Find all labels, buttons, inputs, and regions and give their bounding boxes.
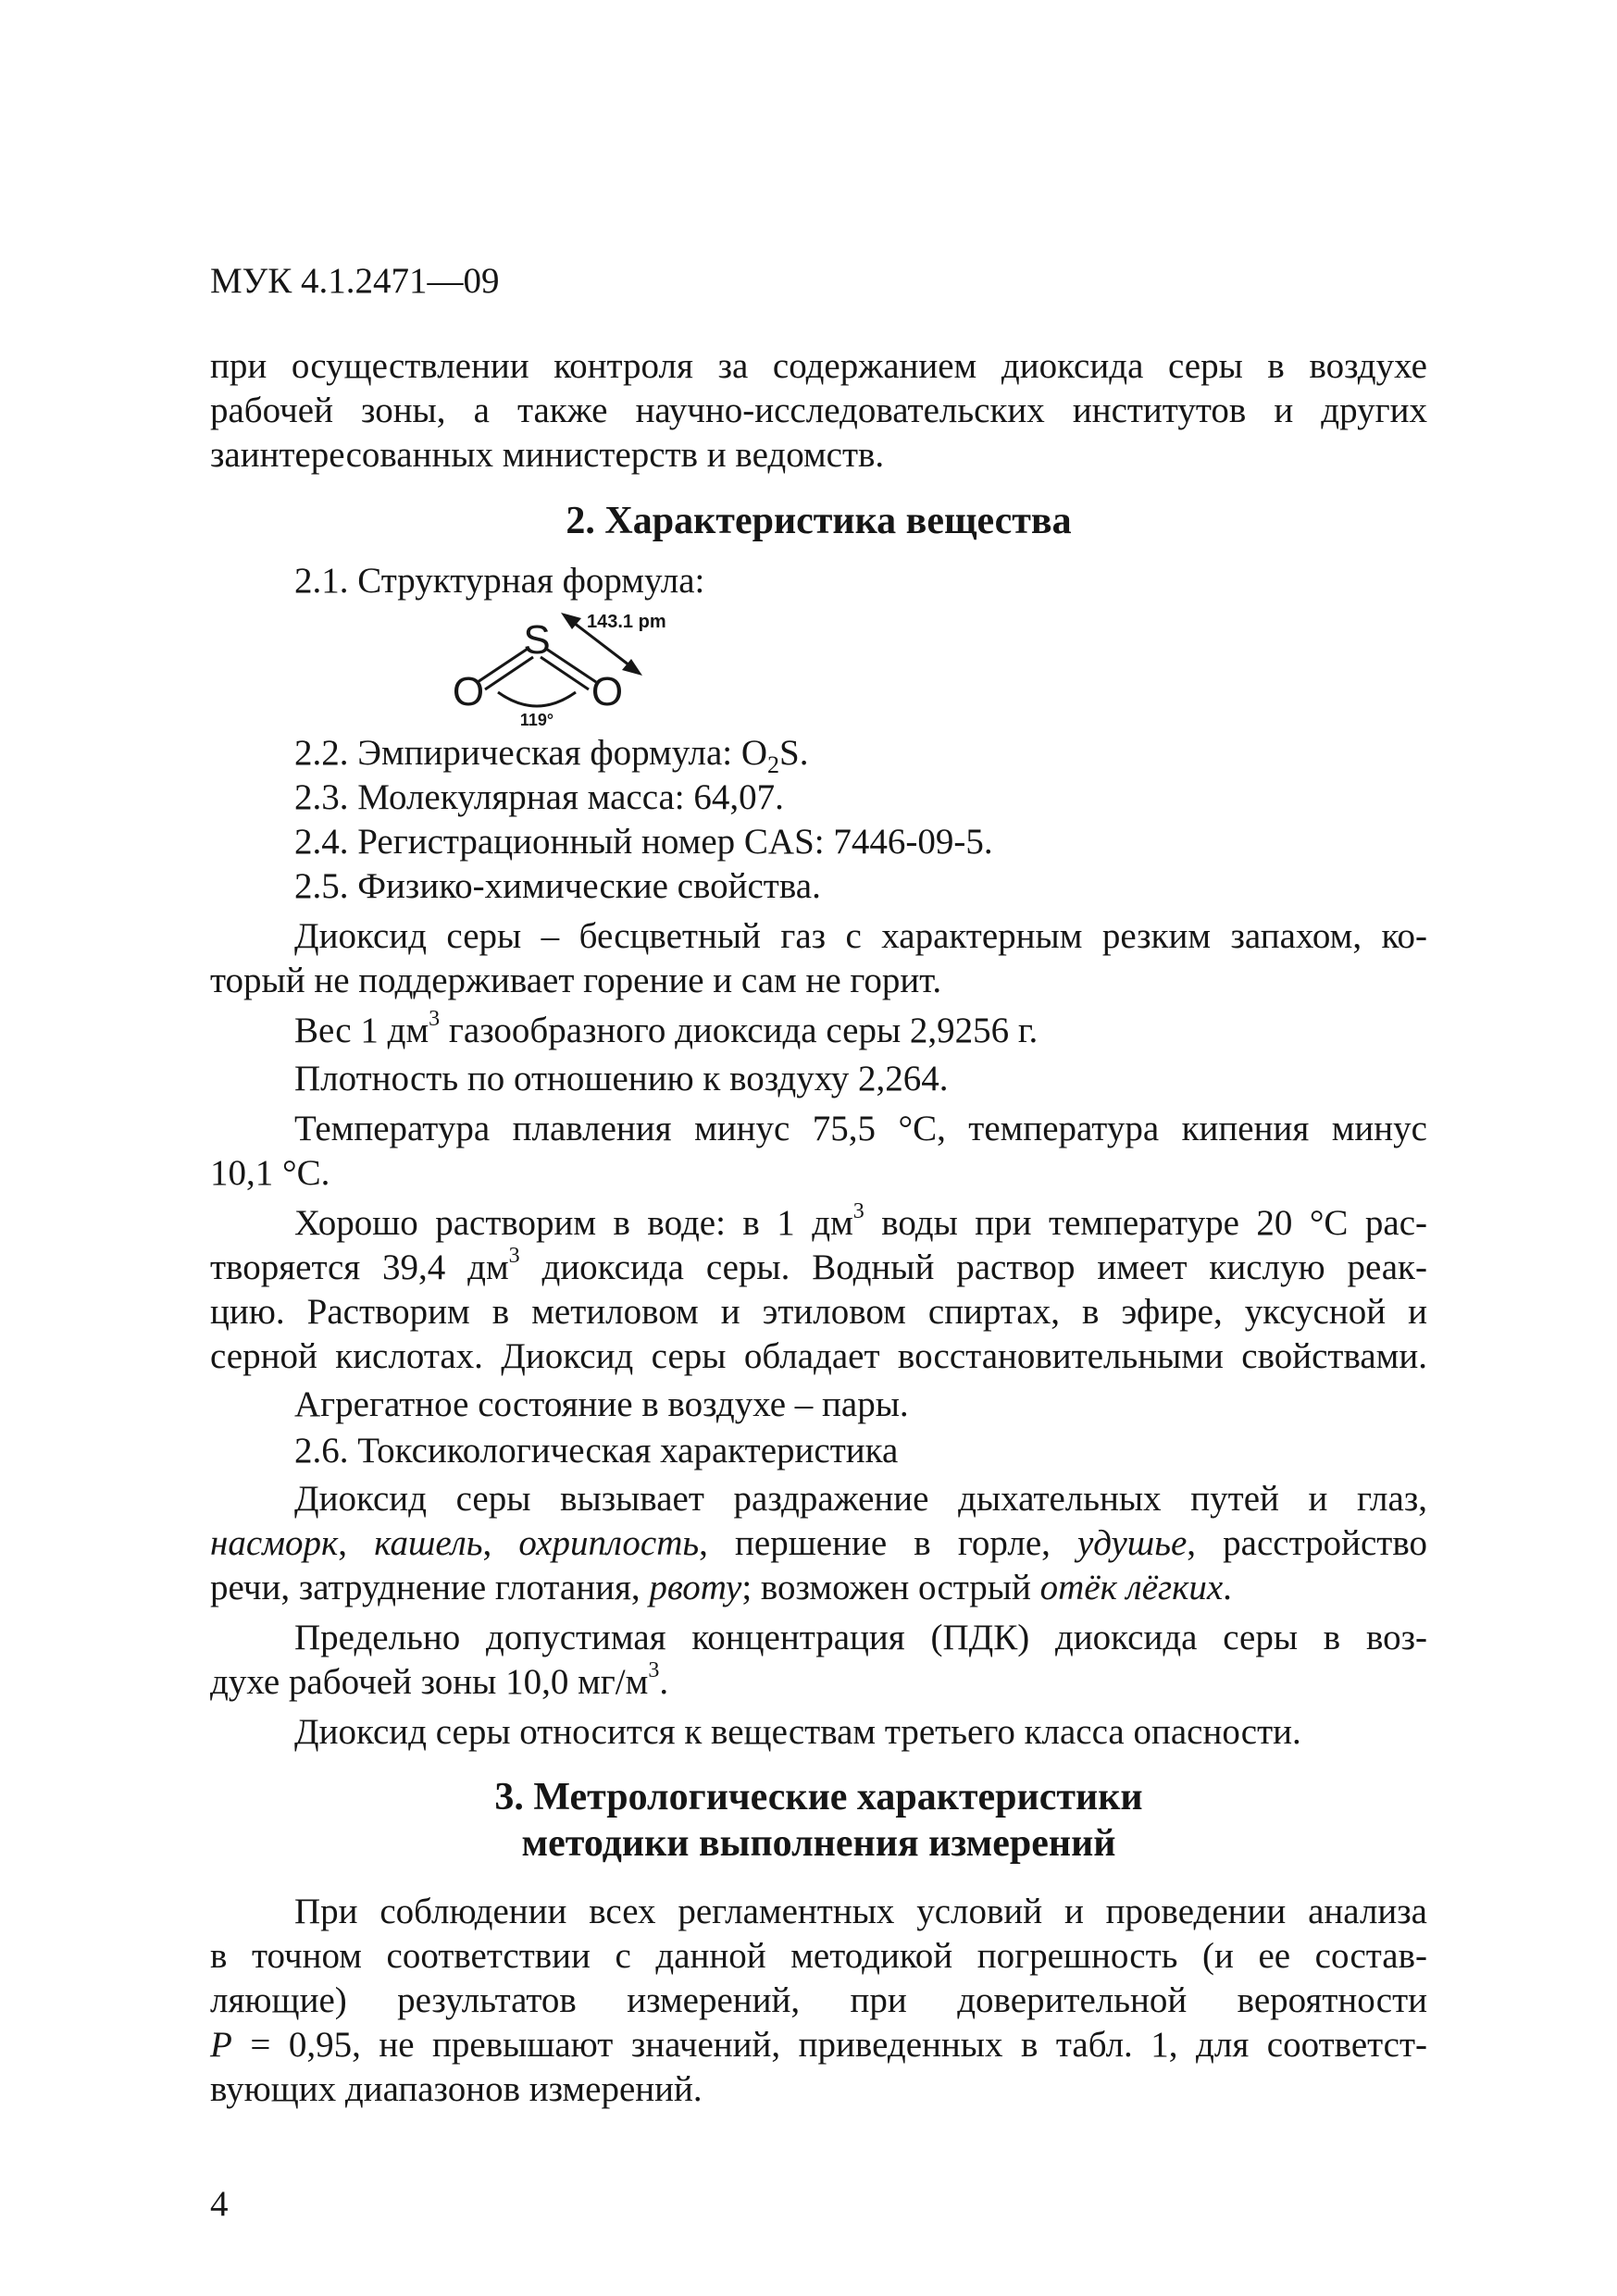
gas-weight: [294, 1009, 1038, 1053]
gas-weight-sup: 3: [429, 1007, 441, 1031]
solubility-line-2-b: диоксида серы. Водный раствор имеет кислую реак-: [519, 1247, 1427, 1287]
toxicology-line-3-end: .: [1223, 1568, 1232, 1607]
comma: ,: [338, 1523, 375, 1563]
symptom-hoarseness: охриплость: [518, 1523, 700, 1563]
solubility-line-2: [210, 1246, 1427, 1290]
gas-weight-end: газообразного диоксида серы 2,9256 г.: [440, 1011, 1039, 1050]
physchem-properties-heading: 2.5. Физико-химические свойства.: [294, 866, 821, 906]
solubility-line-2-a: творяется 39,4 дм: [210, 1247, 509, 1287]
toxicology-line-3-a: речи, затруднение глотания,: [210, 1568, 650, 1607]
document-code: МУК 4.1.2471—09: [210, 261, 500, 301]
metrology-line-4-text: = 0,95, не превышают значений, приведенных в табл. 1, для соответст-: [231, 2025, 1427, 2065]
bond-angle-label: 119°: [519, 711, 554, 729]
hazard-class: Диоксид серы относится к веществам третьего класса опасности.: [294, 1712, 1301, 1752]
toxicology-line-2-end: , расстройство: [1187, 1523, 1427, 1563]
empirical-formula-subscript: 2: [767, 751, 780, 778]
toxicology-line-2: [210, 1521, 1427, 1566]
toxicology-line-1: Диоксид серы вызывает раздражение дыхательных путей и глаз,: [294, 1479, 1427, 1519]
symptom-suffocation: удушье: [1077, 1523, 1188, 1563]
toxicology-line-3-b: ; возможен острый: [741, 1568, 1040, 1607]
symptom-vomiting: рвоту: [649, 1568, 742, 1607]
gas-description-line-2: торый не поддерживает горение и сам не горит.: [210, 961, 942, 1000]
empirical-formula-text: 2.2. Эмпирическая формула: O: [294, 733, 768, 773]
metrology-line-2: в точном соответствии с данной методикой погрешность (и ее состав-: [210, 1936, 1427, 1976]
toxicology-heading: 2.6. Токсикологическая характеристика: [294, 1431, 899, 1471]
atom-sulfur: S: [523, 617, 551, 663]
solubility-line-3: цию. Растворим в метиловом и этиловом спиртах, в эфире, уксусной и: [210, 1292, 1427, 1332]
atom-oxygen-left: O: [452, 669, 485, 714]
section-2-heading: 2. Характеристика вещества: [566, 500, 1072, 542]
toxicology-line-3: [210, 1566, 1232, 1610]
molecular-mass: 2.3. Молекулярная масса: 64,07.: [294, 777, 784, 817]
structural-formula-label: 2.1. Структурная формула:: [294, 561, 705, 601]
atom-oxygen-right: O: [591, 669, 624, 714]
probability-symbol: P: [210, 2025, 232, 2065]
intro-line-2: рабочей зоны, а также научно-исследовательских институтов и других: [210, 391, 1427, 430]
metrology-line-5: вующих диапазонов измерений.: [210, 2069, 703, 2109]
intro-line-3: заинтересованных министерств и ведомств.: [210, 435, 885, 475]
pdk-line-2-sup: 3: [648, 1658, 660, 1682]
temperature-line-2: 10,1 °С.: [210, 1153, 330, 1193]
so2-structure-diagram: [435, 602, 740, 731]
section-3-heading-line-2: методики выполнения измерений: [521, 1822, 1116, 1865]
temperature-line-1: Температура плавления минус 75,5 °С, температура кипения минус: [294, 1109, 1427, 1148]
empirical-formula: [294, 731, 808, 776]
pdk-line-2-a: духе рабочей зоны 10,0 мг/м: [210, 1662, 649, 1702]
section-3-heading-line-1: 3. Метрологические характеристики: [494, 1776, 1143, 1818]
solubility-line-1: [294, 1201, 1427, 1246]
symptom-pulmonary-edema: отёк лёгких: [1039, 1568, 1224, 1607]
comma: ,: [482, 1523, 519, 1563]
gas-weight-text: Вес 1 дм: [294, 1011, 429, 1050]
solubility-line-4: серной кислотах. Диоксид серы обладает восстановительными свойствами.: [210, 1336, 1427, 1376]
cas-number: 2.4. Регистрационный номер CAS: 7446-09-5.: [294, 822, 993, 862]
metrology-line-1: При соблюдении всех регламентных условий и проведении анализа: [294, 1892, 1427, 1931]
metrology-line-3: ляющие) результатов измерений, при доверительной вероятности: [210, 1980, 1427, 2020]
pdk-line-2-end: .: [659, 1662, 669, 1702]
solubility-line-1-b: воды при температуре 20 °С рас-: [864, 1203, 1428, 1243]
solubility-line-1-sup: 3: [852, 1199, 864, 1223]
pdk-line-1: Предельно допустимая концентрация (ПДК) диоксида серы в воз-: [294, 1618, 1427, 1657]
aggregate-state: Агрегатное состояние в воздухе – пары.: [294, 1384, 909, 1424]
pdk-line-2: [210, 1660, 668, 1705]
bond-length-label: 143.1 pm: [587, 612, 666, 632]
page-number: 4: [210, 2184, 229, 2224]
empirical-formula-end: S.: [779, 733, 809, 773]
density: Плотность по отношению к воздуху 2,264.: [294, 1059, 949, 1098]
intro-line-1: при осуществлении контроля за содержанием диоксида серы в воздухе: [210, 346, 1427, 386]
symptom-runny-nose: насморк: [210, 1523, 339, 1563]
gas-description-line-1: Диоксид серы – бесцветный газ с характерным резким запахом, ко-: [294, 916, 1427, 956]
metrology-line-4: [210, 2023, 1427, 2067]
symptom-cough: кашель: [374, 1523, 483, 1563]
toxicology-line-2-text: , першение в горле,: [699, 1523, 1078, 1563]
solubility-line-2-sup: 3: [508, 1244, 520, 1268]
solubility-line-1-a: Хорошо растворим в воде: в 1 дм: [294, 1203, 853, 1243]
